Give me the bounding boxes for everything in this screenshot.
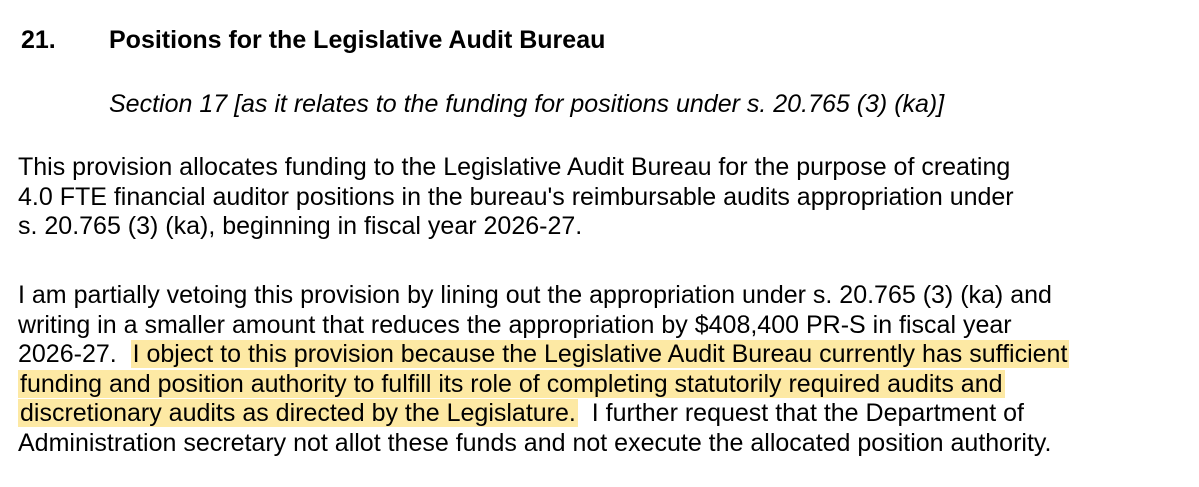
paragraph-description bbox=[18, 153, 1193, 242]
section-heading bbox=[21, 24, 605, 56]
paragraph-line: s. 20.765 (3) (ka), beginning in fiscal year 2026-27. bbox=[18, 212, 583, 240]
paragraph-line: I am partially vetoing this provision by lining out the appropriation under s. 20.765 (3) (ka) and bbox=[18, 281, 1052, 309]
paragraph-line: Administration secretary not allot these funds and not execute the allocated position authority. bbox=[18, 428, 1052, 457]
paragraph-line: This provision allocates funding to the Legislative Audit Bureau for the purpose of creating bbox=[18, 153, 1011, 181]
paragraph-line bbox=[18, 370, 1193, 400]
plain-text: I further request that the Department of bbox=[591, 399, 1024, 427]
plain-text: 2026-27. bbox=[18, 340, 117, 368]
section-number: 21. bbox=[21, 26, 56, 54]
highlighted-text: I object to this provision because the Legislative Audit Bureau currently has sufficient bbox=[132, 340, 1068, 368]
paragraph-line bbox=[18, 340, 1193, 370]
paragraph-veto bbox=[18, 281, 1193, 458]
paragraph-line bbox=[18, 399, 1193, 429]
paragraph-line: 4.0 FTE financial auditor positions in the bureau's reimbursable audits appropriation under bbox=[18, 182, 1014, 211]
section-subtitle: Section 17 [as it relates to the funding for positions under s. 20.765 (3) (ka)] bbox=[109, 90, 945, 118]
paragraph-line: writing in a smaller amount that reduces the appropriation by $408,400 PR-S in fiscal year bbox=[18, 310, 1012, 339]
highlighted-text: discretionary audits as directed by the Legislature. bbox=[20, 399, 576, 427]
section-title: Positions for the Legislative Audit Bureau bbox=[109, 26, 606, 54]
highlighted-text: funding and position authority to fulfill its role of completing statutorily required audits and bbox=[20, 369, 1003, 398]
